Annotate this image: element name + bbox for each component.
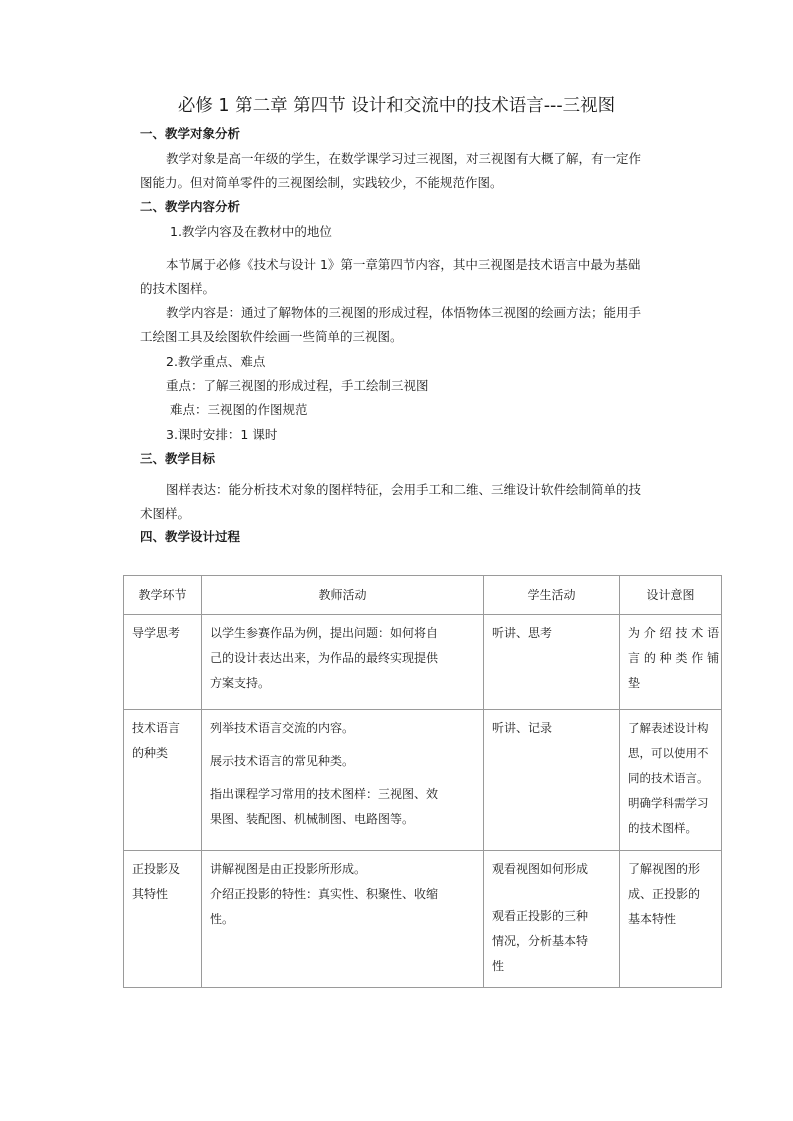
table-header-row: [124, 576, 722, 615]
section-heading-2: 二、教学内容分析: [140, 199, 241, 214]
section-heading-3: 三、教学目标: [140, 451, 216, 466]
table-row: [124, 710, 722, 851]
cell-intent: 了解表述设计构 思，可以使用不 同的技术语言。 明确学科需学习 的技术图样。: [620, 710, 722, 851]
section-heading-1: 一、教学对象分析: [140, 126, 241, 141]
key-point: 重点：了解三视图的形成过程，手工绘制三视图: [166, 378, 429, 393]
section-2-para-2-line-2: 工绘图工具及绘图软件绘画一些简单的三视图。: [140, 329, 403, 344]
section-3-line-2: 术图样。: [140, 506, 191, 521]
header-student-activity: 学生活动: [484, 576, 620, 615]
cell-intent: 为 介 绍 技 术 语 言 的 种 类 作 铺 垫: [620, 615, 722, 710]
cell-stage: 导学思考: [124, 615, 202, 710]
cell-student: 观看视图如何形成 观看正投影的三种 情况，分析基本特 性: [484, 851, 620, 988]
header-stage: 教学环节: [124, 576, 202, 615]
table-row: [124, 615, 722, 710]
section-2-para-1-line-1: 本节属于必修《技术与设计 1》第一章第四节内容，其中三视图是技术语言中最为基础: [166, 257, 641, 272]
section-heading-4: 四、教学设计过程: [140, 529, 241, 544]
schedule: 3.课时安排：1 课时: [166, 427, 278, 442]
cell-teacher: 讲解视图是由正投影所形成。 介绍正投影的特性：真实性、积聚性、收缩 性。: [202, 851, 484, 988]
cell-teacher: 列举技术语言交流的内容。 展示技术语言的常见种类。 指出课程学习常用的技术图样：三视图、效 果图、装配图、机械制图、电路图等。: [202, 710, 484, 851]
cell-student: 听讲、记录: [484, 710, 620, 851]
cell-stage: 技术语言 的种类: [124, 710, 202, 851]
section-3-line-1: 图样表达：能分析技术对象的图样特征，会用手工和二维、三维设计软件绘制简单的技: [166, 482, 642, 497]
cell-intent: 了解视图的形 成、正投影的 基本特性: [620, 851, 722, 988]
teaching-process-table: [123, 575, 722, 988]
section-1-line-1: 教学对象是高一年级的学生，在数学课学习过三视图，对三视图有大概了解，有一定作: [166, 151, 642, 166]
table-row: [124, 851, 722, 988]
subheading-content-position: 1.教学内容及在教材中的地位: [170, 224, 332, 239]
cell-stage: 正投影及 其特性: [124, 851, 202, 988]
subheading-key-difficult: 2.教学重点、难点: [166, 354, 266, 369]
difficult-point: 难点：三视图的作图规范: [170, 402, 308, 417]
header-design-intent: 设计意图: [620, 576, 722, 615]
section-1-line-2: 图能力。但对简单零件的三视图绘制，实践较少，不能规范作图。: [140, 175, 503, 190]
section-2-para-2-line-1: 教学内容是：通过了解物体的三视图的形成过程，体悟物体三视图的绘画方法；能用手: [166, 305, 642, 320]
document-title: 必修 1 第二章 第四节 设计和交流中的技术语言---三视图: [177, 96, 616, 116]
header-teacher-activity: 教师活动: [202, 576, 484, 615]
section-2-para-1-line-2: 的技术图样。: [140, 281, 216, 296]
cell-teacher: 以学生参赛作品为例，提出问题：如何将自 己的设计表达出来，为作品的最终实现提供 方案支持。: [202, 615, 484, 710]
cell-student: 听讲、思考: [484, 615, 620, 710]
